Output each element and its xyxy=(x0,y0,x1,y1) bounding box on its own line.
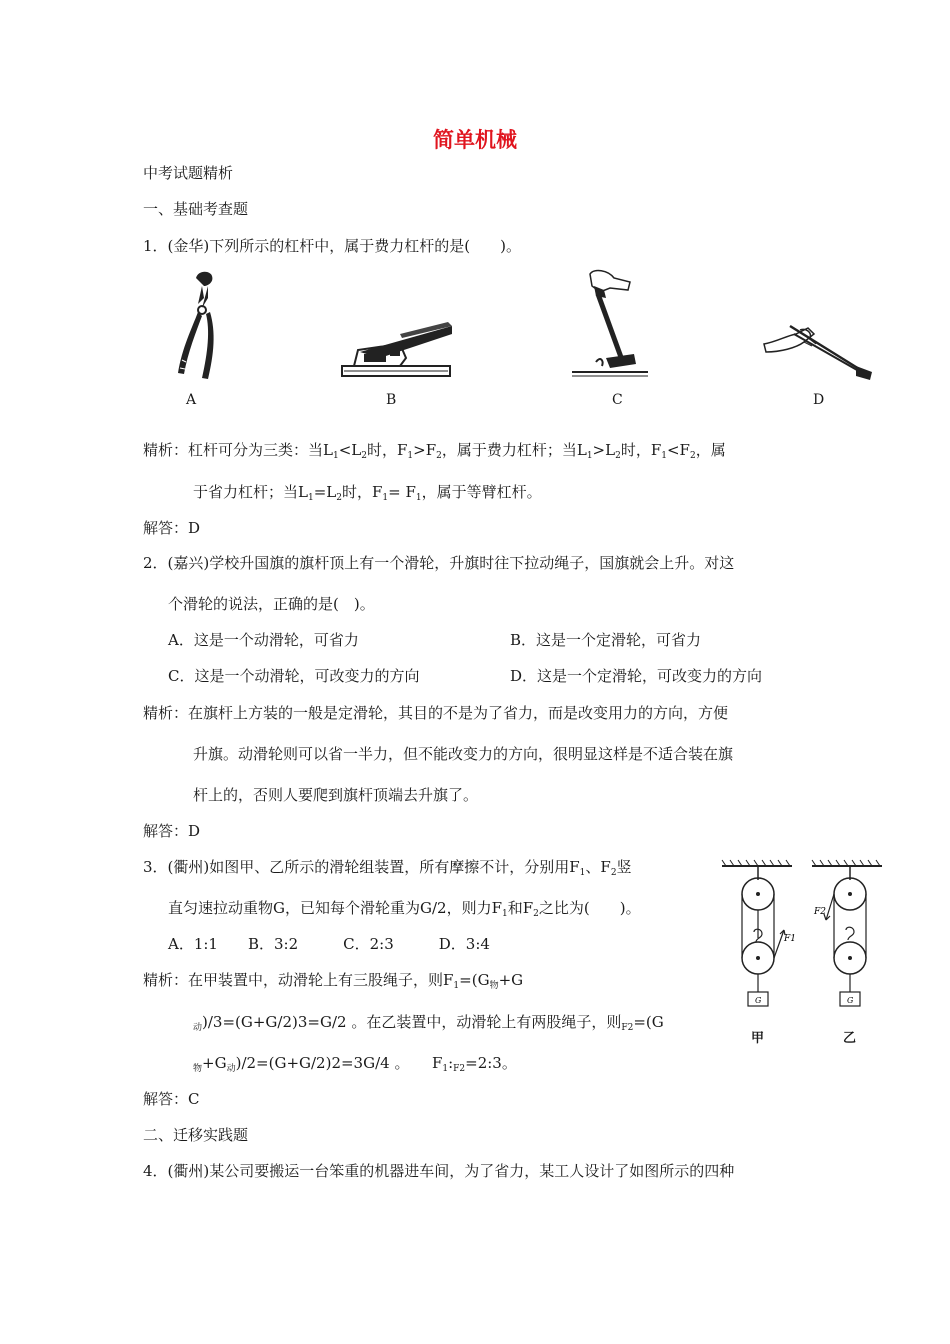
pulley-jia-caption: 甲 xyxy=(751,1031,765,1046)
q1-option-b-label: B xyxy=(386,392,397,408)
pulley-yi-g-label: G xyxy=(847,996,854,1005)
section-heading-1: 一、基础考查题 xyxy=(143,200,249,218)
section-intro: 中考试题精析 xyxy=(143,164,234,182)
q2-analysis-line2: 升旗。动滑轮则可以省一半力，但不能改变力的方向，很明显这样是不适合装在旗 xyxy=(193,745,734,763)
q2-option-b: B．这是一个定滑轮，可省力 xyxy=(510,631,702,649)
q2-analysis-line3: 杆上的，否则人要爬到旗杆顶端去升旗了。 xyxy=(193,786,479,804)
q3-stem-line2: 直匀速拉动重物G，已知每个滑轮重为G/2，则力$F_1$和$F_2$之比为( )。 xyxy=(168,899,641,919)
q2-option-c: C．这是一个动滑轮，可改变力的方向 xyxy=(168,667,420,685)
q2-stem-line1: 2．(嘉兴)学校升国旗的旗杆顶上有一个滑轮，升旗时往下拉动绳子，国旗就会上升。对这 xyxy=(143,554,735,572)
q1-option-d-label: D xyxy=(813,392,825,408)
chopsticks-hand-figure xyxy=(760,318,880,383)
pulley-jia-g-label: G xyxy=(755,996,762,1005)
q1-answer: 解答：D xyxy=(143,519,201,537)
q2-option-d: D．这是一个定滑轮，可改变力的方向 xyxy=(510,667,763,685)
pliers-figure xyxy=(168,268,230,383)
q3-analysis-line1: 精析：在甲装置中，动滑轮上有三股绳子，则$F_1=(G_物+G$ xyxy=(143,971,524,991)
q2-option-a: A．这是一个动滑轮，可省力 xyxy=(168,631,359,649)
q2-analysis-line1: 精析：在旗杆上方装的一般是定滑轮，其目的不是为了省力，而是改变用力的方向，方便 xyxy=(143,704,729,722)
q4-stem-line1: 4．(衢州)某公司要搬运一台笨重的机器进车间，为了省力，某工人设计了如图所示的四种 xyxy=(143,1162,735,1180)
paper-cutter-figure xyxy=(340,318,455,380)
q2-answer: 解答：D xyxy=(143,822,201,840)
pulley-jia-f1-label: F1 xyxy=(784,934,796,944)
q3-options: A．1:1 B．3:2 C．2:3 D．3:4 xyxy=(168,935,490,953)
pulley-yi-caption: 乙 xyxy=(843,1031,857,1046)
pulley-system-yi-figure xyxy=(808,858,886,1018)
q1-analysis-line1: 精析：杠杆可分为三类：当$L_1<L_2$时，$F_1>F_2$，属于费力杠杆；当$L_1>L_2$时，$F_1<F_2$，属 xyxy=(143,441,726,461)
q3-analysis-line2: $_动$)/3=(G+G/2)3=G/2 。在乙装置中，动滑轮上有两股绳子，则$_{F2}$=(G xyxy=(193,1013,664,1033)
q1-stem: 1．(金华)下列所示的杠杆中，属于费力杠杆的是( )。 xyxy=(143,237,521,255)
q3-analysis-line3: $_物+G_动)/2=(G+G/2)2=3G/4$ 。 $F_1:_{F2}=2:3$。 xyxy=(193,1054,517,1074)
q1-analysis-line2: 于省力杠杆；当$L_1=L_2$时，$F_1= F_1$，属于等臂杠杆。 xyxy=(193,483,542,503)
q3-answer: 解答：C xyxy=(143,1090,200,1108)
q2-stem-line2: 个滑轮的说法，正确的是( )。 xyxy=(168,595,375,613)
pulley-system-jia-figure xyxy=(718,858,796,1018)
section-heading-2: 二、迁移实践题 xyxy=(143,1126,249,1144)
hammer-figure xyxy=(570,268,650,383)
page-title: 简单机械 xyxy=(433,128,517,152)
pulley-yi-f2-label: F2 xyxy=(814,907,826,917)
q1-option-a-label: A xyxy=(186,392,197,408)
q1-option-c-label: C xyxy=(612,392,623,408)
q3-stem-line1: 3．(衢州)如图甲、乙所示的滑轮组装置，所有摩擦不计，分别用$F_1$、$F_2$竖 xyxy=(143,858,632,878)
